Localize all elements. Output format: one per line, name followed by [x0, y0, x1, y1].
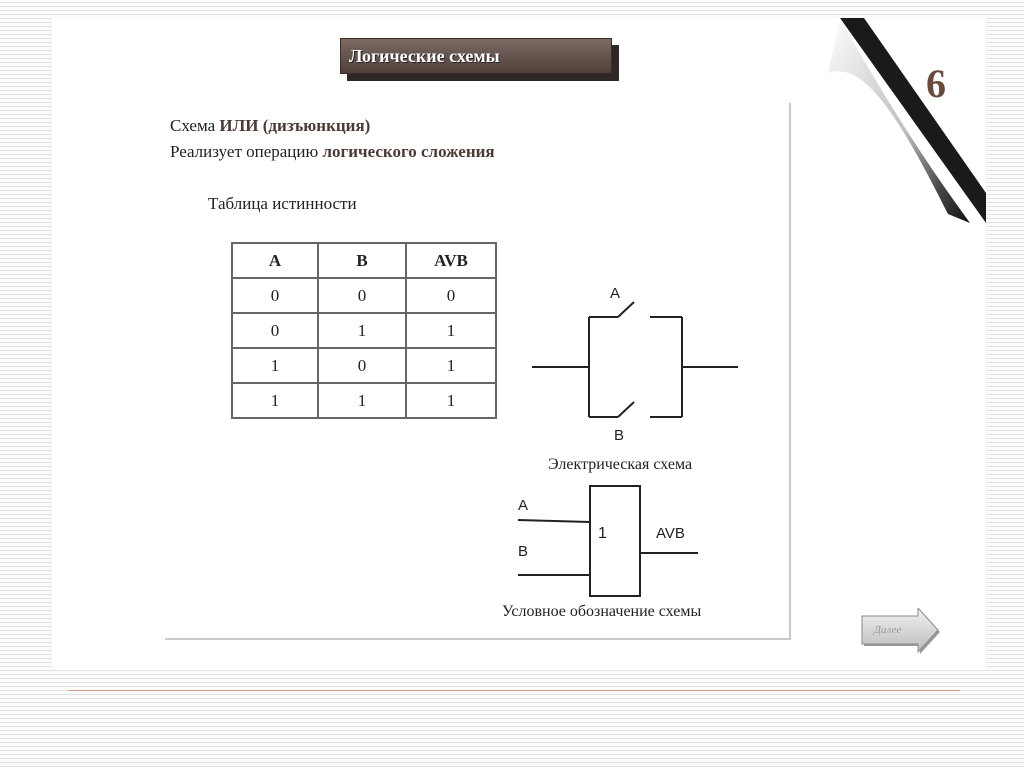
cell-avb: 1 [406, 383, 496, 418]
cell-b: 1 [318, 383, 406, 418]
scheme-name-highlight: ИЛИ (дизъюнкция) [219, 116, 371, 135]
table-row [232, 278, 496, 313]
operation-prefix: Реализует операцию [170, 142, 323, 161]
page-curl-decoration [820, 18, 986, 228]
gate-output-label: AVB [656, 525, 685, 542]
cell-b: 0 [318, 348, 406, 383]
switch-b-contact [618, 402, 634, 417]
header-b: B [318, 243, 406, 278]
cell-avb: 1 [406, 348, 496, 383]
cell-a: 0 [232, 313, 318, 348]
operation-line [170, 142, 495, 162]
cell-a: 0 [232, 278, 318, 313]
table-row [232, 383, 496, 418]
gate-input-b-label: B [518, 543, 529, 560]
table-row [232, 348, 496, 383]
header-a: A [232, 243, 318, 278]
or-gate-symbol [508, 484, 708, 604]
table-row [232, 313, 496, 348]
switch-a-contact [618, 302, 634, 317]
cell-avb: 0 [406, 278, 496, 313]
electric-circuit-caption: Электрическая схема [548, 456, 693, 473]
cell-b: 1 [318, 313, 406, 348]
switch-b-label: B [614, 427, 625, 444]
gate-input-a-wire [518, 520, 590, 522]
next-button[interactable] [860, 608, 942, 656]
cell-a: 1 [232, 383, 318, 418]
truth-table [231, 242, 497, 419]
slide-title: Логические схемы [340, 38, 612, 74]
next-button-label: Далее [874, 624, 902, 636]
truth-table-header [232, 243, 496, 278]
footer-divider [68, 690, 960, 691]
cell-b: 0 [318, 278, 406, 313]
scheme-name-line [170, 116, 370, 136]
gate-input-a-label: A [518, 497, 529, 514]
switch-a-label: A [610, 285, 621, 302]
operation-highlight: логического сложения [322, 142, 495, 161]
cell-a: 1 [232, 348, 318, 383]
electric-circuit-diagram [510, 280, 750, 450]
header-avb: AVB [406, 243, 496, 278]
page-number: 6 [926, 61, 946, 106]
truth-table-caption: Таблица истинности [208, 194, 357, 213]
gate-symbol-caption: Условное обозначение схемы [502, 603, 702, 620]
gate-function-label: 1 [598, 525, 607, 542]
scheme-name-prefix: Схема [170, 116, 220, 135]
cell-avb: 1 [406, 313, 496, 348]
